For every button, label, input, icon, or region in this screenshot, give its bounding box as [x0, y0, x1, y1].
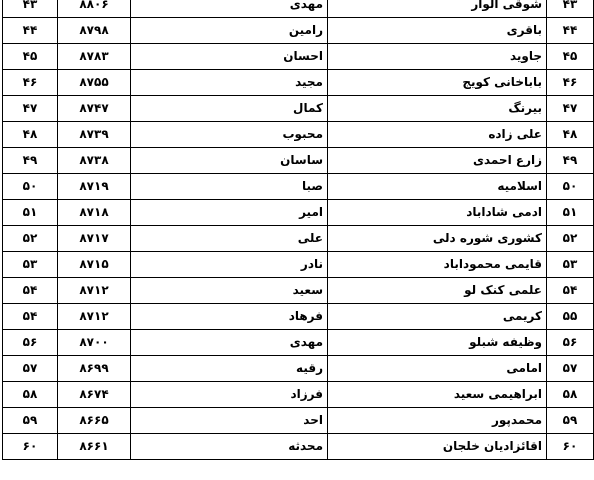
- last-name-cell: بیرنگ: [328, 96, 547, 122]
- rank-cell: ۵۱: [547, 200, 594, 226]
- score-cell: ۸۷۱۹: [58, 174, 131, 200]
- last-name-cell: محمدپور: [328, 408, 547, 434]
- score-cell: ۸۷۱۷: [58, 226, 131, 252]
- score-cell: ۸۷۰۰: [58, 330, 131, 356]
- score-cell: ۸۷۴۷: [58, 96, 131, 122]
- ranking-table: [2, 0, 594, 460]
- row-number-cell: ۴۸: [3, 122, 58, 148]
- table-row: [3, 304, 594, 330]
- row-number-cell: ۵۰: [3, 174, 58, 200]
- last-name-cell: کشوری شوره دلی: [328, 226, 547, 252]
- table-row: [3, 226, 594, 252]
- table-row: [3, 434, 594, 460]
- row-number-cell: ۵۴: [3, 278, 58, 304]
- score-cell: ۸۷۳۸: [58, 148, 131, 174]
- row-number-cell: ۵۴: [3, 304, 58, 330]
- score-cell: ۸۷۵۵: [58, 70, 131, 96]
- table-row: [3, 382, 594, 408]
- score-cell: ۸۶۹۹: [58, 356, 131, 382]
- row-number-cell: ۶۰: [3, 434, 58, 460]
- rank-cell: ۴۴: [547, 18, 594, 44]
- first-name-cell: احسان: [131, 44, 328, 70]
- score-cell: ۸۷۱۸: [58, 200, 131, 226]
- first-name-cell: رامین: [131, 18, 328, 44]
- last-name-cell: اقائزادیان خلجان: [328, 434, 547, 460]
- first-name-cell: رقیه: [131, 356, 328, 382]
- ranking-table-body: [3, 0, 594, 460]
- first-name-cell: امیر: [131, 200, 328, 226]
- table-row: [3, 408, 594, 434]
- table-row: [3, 330, 594, 356]
- rank-cell: ۴۳: [547, 0, 594, 18]
- score-cell: ۸۷۱۲: [58, 278, 131, 304]
- table-row: [3, 122, 594, 148]
- table-row: [3, 0, 594, 18]
- last-name-cell: امامی: [328, 356, 547, 382]
- table-row: [3, 18, 594, 44]
- first-name-cell: صبا: [131, 174, 328, 200]
- rank-cell: ۵۹: [547, 408, 594, 434]
- score-cell: ۸۷۸۳: [58, 44, 131, 70]
- table-row: [3, 356, 594, 382]
- last-name-cell: جاوید: [328, 44, 547, 70]
- row-number-cell: ۴۵: [3, 44, 58, 70]
- rank-cell: ۶۰: [547, 434, 594, 460]
- first-name-cell: محبوب: [131, 122, 328, 148]
- table-row: [3, 278, 594, 304]
- table-row: [3, 44, 594, 70]
- last-name-cell: زارع احمدی: [328, 148, 547, 174]
- row-number-cell: ۵۹: [3, 408, 58, 434]
- rank-cell: ۴۹: [547, 148, 594, 174]
- first-name-cell: سعید: [131, 278, 328, 304]
- last-name-cell: ابراهیمی سعید: [328, 382, 547, 408]
- row-number-cell: ۵۷: [3, 356, 58, 382]
- rank-cell: ۵۴: [547, 278, 594, 304]
- score-cell: ۸۶۶۱: [58, 434, 131, 460]
- rank-cell: ۵۳: [547, 252, 594, 278]
- first-name-cell: فرزاد: [131, 382, 328, 408]
- row-number-cell: ۴۶: [3, 70, 58, 96]
- first-name-cell: مجید: [131, 70, 328, 96]
- rank-cell: ۵۸: [547, 382, 594, 408]
- score-cell: ۸۷۱۵: [58, 252, 131, 278]
- table-row: [3, 174, 594, 200]
- last-name-cell: کریمی: [328, 304, 547, 330]
- first-name-cell: مهدی: [131, 330, 328, 356]
- last-name-cell: ادمی شاداباد: [328, 200, 547, 226]
- row-number-cell: ۴۹: [3, 148, 58, 174]
- score-cell: ۸۶۷۴: [58, 382, 131, 408]
- rank-cell: ۵۶: [547, 330, 594, 356]
- last-name-cell: وظیفه شبلو: [328, 330, 547, 356]
- last-name-cell: علمی کنک لو: [328, 278, 547, 304]
- row-number-cell: ۵۶: [3, 330, 58, 356]
- score-cell: ۸۷۹۸: [58, 18, 131, 44]
- row-number-cell: ۵۸: [3, 382, 58, 408]
- last-name-cell: باباخانی کویج: [328, 70, 547, 96]
- rank-cell: ۵۰: [547, 174, 594, 200]
- row-number-cell: ۵۱: [3, 200, 58, 226]
- row-number-cell: ۵۲: [3, 226, 58, 252]
- first-name-cell: کمال: [131, 96, 328, 122]
- row-number-cell: ۴۳: [3, 0, 58, 18]
- last-name-cell: اسلامیه: [328, 174, 547, 200]
- first-name-cell: احد: [131, 408, 328, 434]
- rank-cell: ۵۲: [547, 226, 594, 252]
- rank-cell: ۴۸: [547, 122, 594, 148]
- score-cell: ۸۸۰۶: [58, 0, 131, 18]
- table-row: [3, 148, 594, 174]
- first-name-cell: فرهاد: [131, 304, 328, 330]
- last-name-cell: قایمی محموداباد: [328, 252, 547, 278]
- row-number-cell: ۴۷: [3, 96, 58, 122]
- first-name-cell: علی: [131, 226, 328, 252]
- score-cell: ۸۷۳۹: [58, 122, 131, 148]
- rank-cell: ۵۵: [547, 304, 594, 330]
- table-row: [3, 200, 594, 226]
- table-row: [3, 252, 594, 278]
- first-name-cell: نادر: [131, 252, 328, 278]
- rank-cell: ۵۷: [547, 356, 594, 382]
- rank-cell: ۴۵: [547, 44, 594, 70]
- rank-cell: ۴۶: [547, 70, 594, 96]
- last-name-cell: علی زاده: [328, 122, 547, 148]
- table-row: [3, 70, 594, 96]
- first-name-cell: ساسان: [131, 148, 328, 174]
- first-name-cell: محدثه: [131, 434, 328, 460]
- score-cell: ۸۷۱۲: [58, 304, 131, 330]
- score-cell: ۸۶۶۵: [58, 408, 131, 434]
- row-number-cell: ۴۴: [3, 18, 58, 44]
- row-number-cell: ۵۳: [3, 252, 58, 278]
- last-name-cell: شوقی الوار: [328, 0, 547, 18]
- rank-cell: ۴۷: [547, 96, 594, 122]
- table-row: [3, 96, 594, 122]
- first-name-cell: مهدی: [131, 0, 328, 18]
- last-name-cell: باقری: [328, 18, 547, 44]
